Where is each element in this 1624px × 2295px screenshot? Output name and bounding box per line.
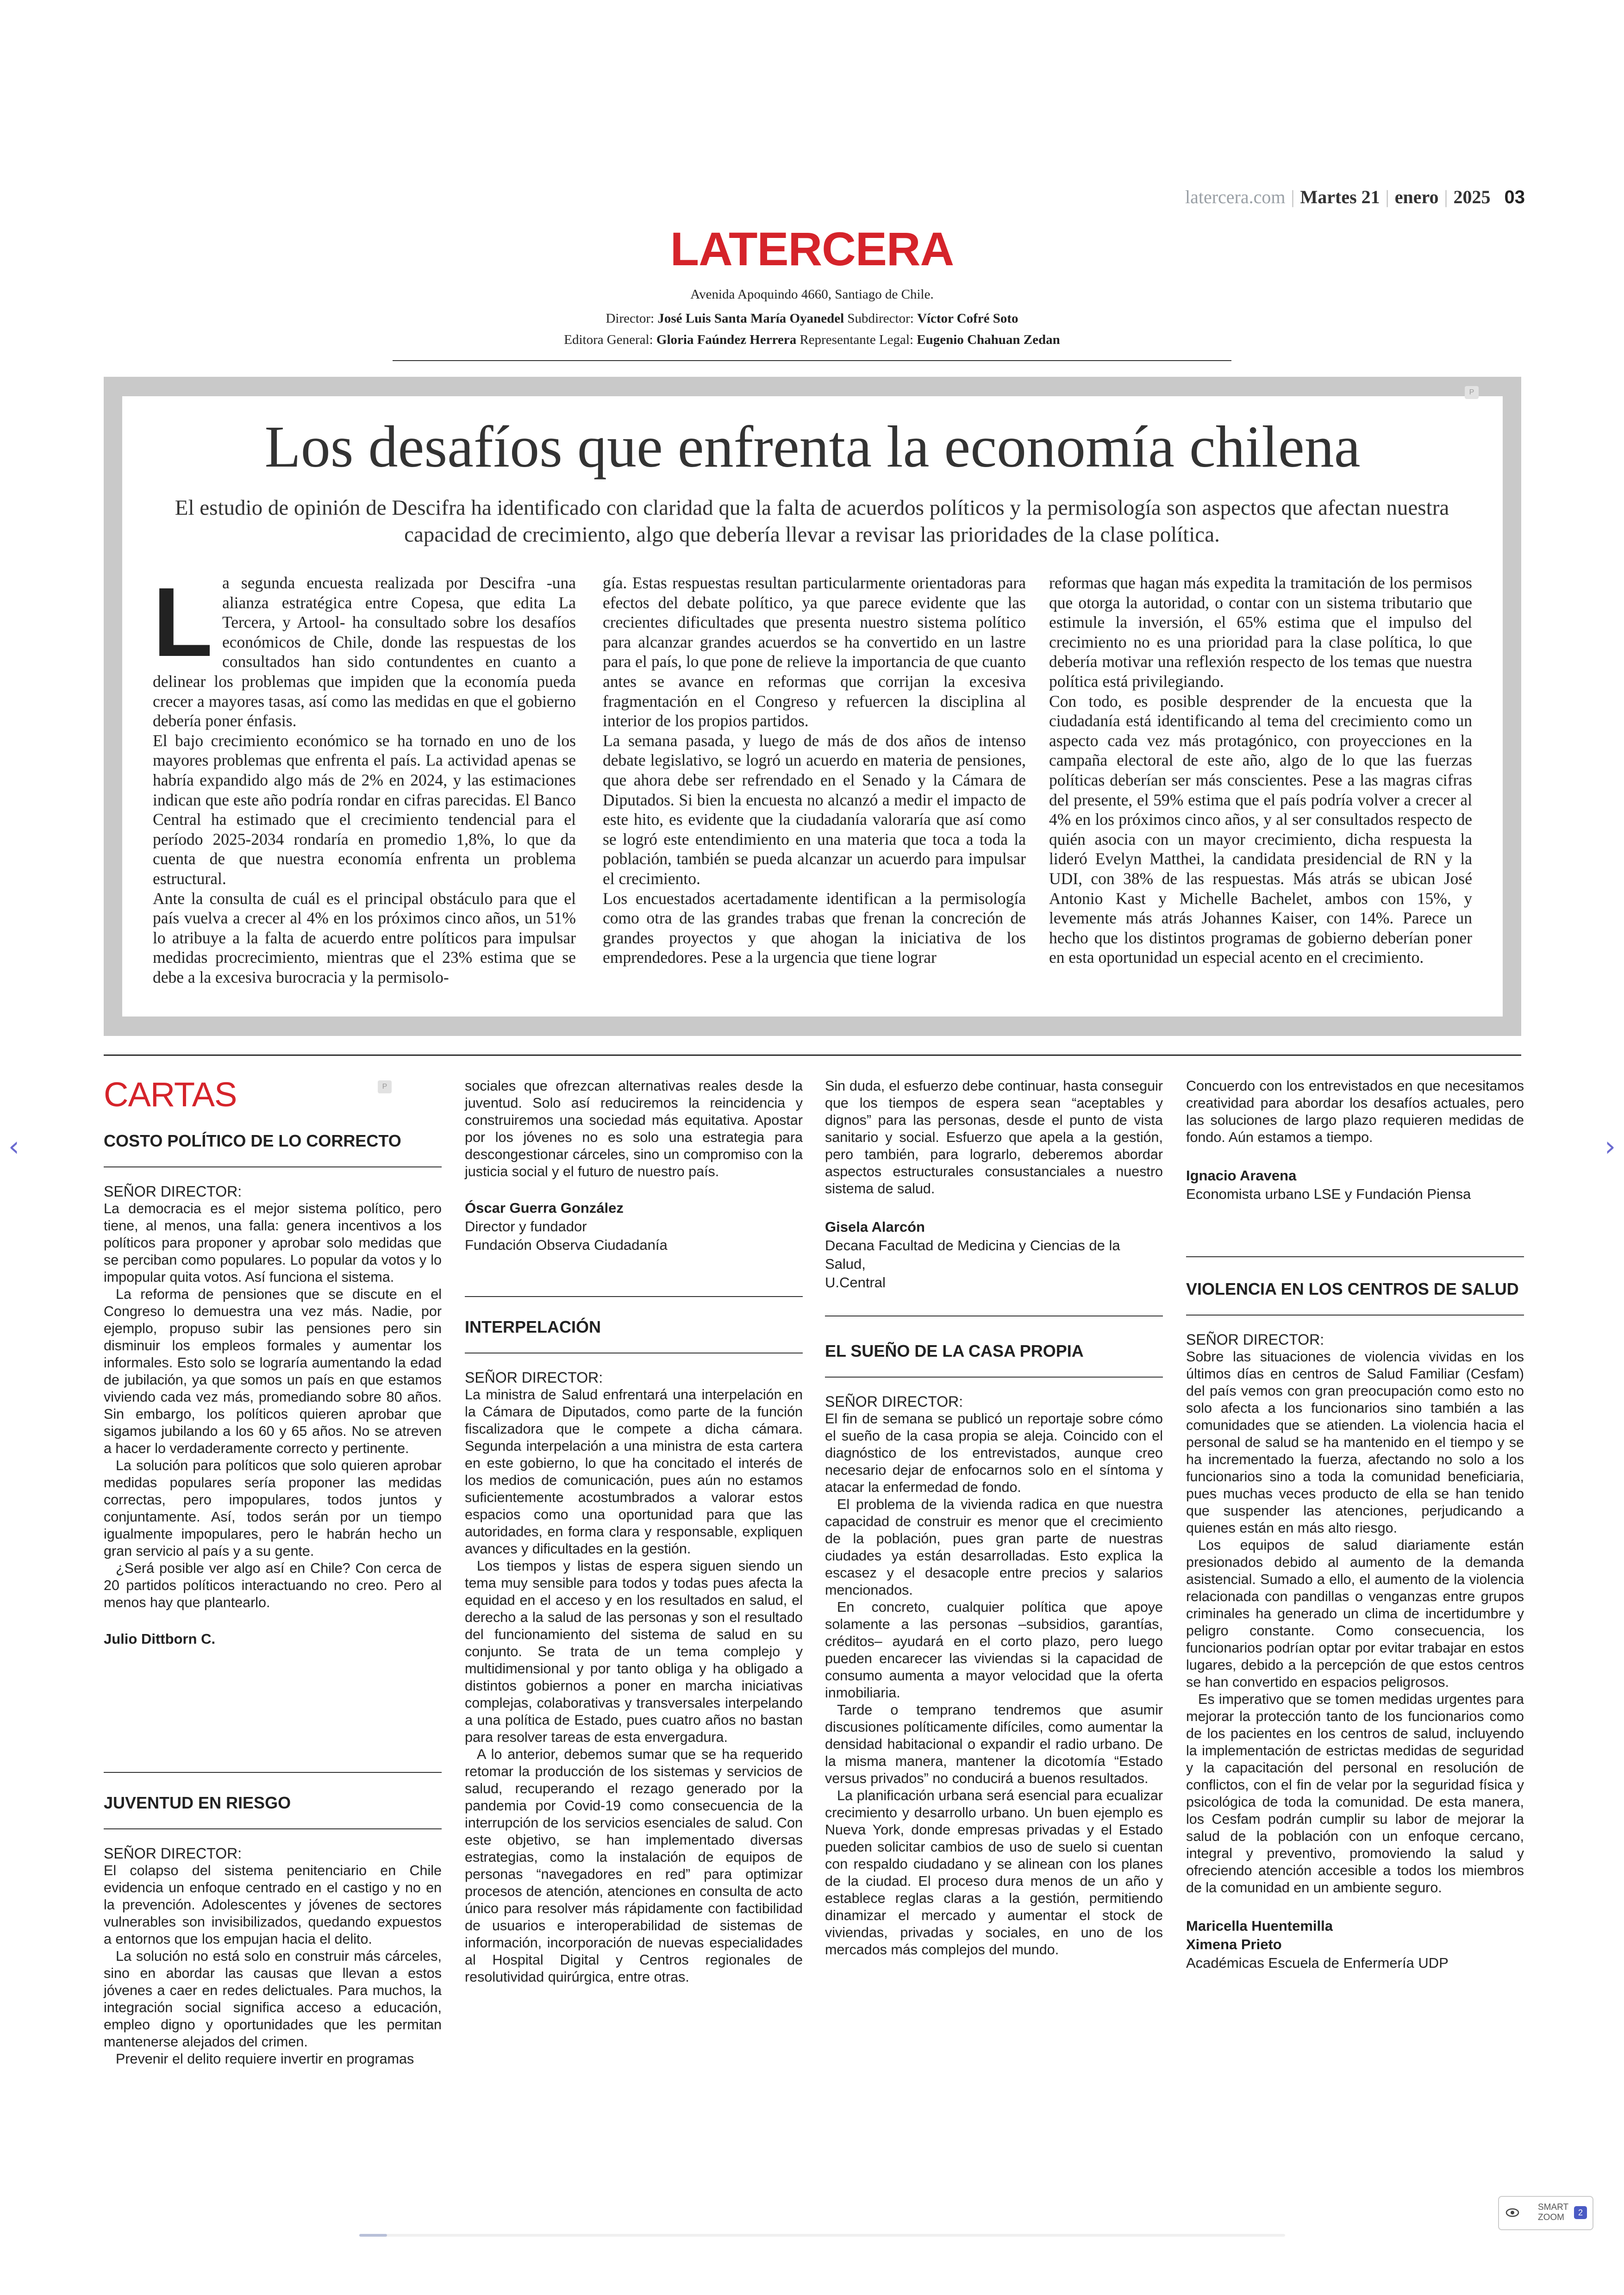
letter-divider <box>1186 1256 1524 1257</box>
editors-line <box>0 332 1624 348</box>
editorial-column-3: reformas que hagan más expedita la tramitación de los permisos que otorga la autoridad, o contar con un sistema tributario que estimule la inversión, el 65% estima que el impulso del crecimiento no es una prioridad para la clase política, lo que debería motivar una reflexión respecto de los temas que nuestra política está privilegiando. Con todo, es posible desprender de la encuesta que la ciudadanía está identificando al tema del crecimiento como un aspecto cada vez más protagónico, con proyecciones en la campaña electoral de este año, algo de lo que las fuerzas políticas deberían ser más conscientes. Pese a las magras cifras del presente, el 59% estima que el país podría volver a crecer al 4% en los próximos cinco años, y al ser consultados respecto de quién asocia con un mayor crecimiento, dicha respuesta la lideró Evelyn Matthei, la candidata presidencial de RN y la UDI, con 38% de las respuestas. Más atrás se ubican José Antonio Kast y Michelle Bachelet, ambos con 15%, y levemente más atrás Johannes Kaiser, con 14%. Parece un hecho que los distintos programas de gobierno deberían poner en esta oportunidad un especial acento en el crecimiento. <box>1049 574 1472 967</box>
headline-rule <box>1186 1315 1524 1316</box>
signer-name: Óscar Guerra González <box>465 1200 624 1216</box>
editora-label: Editora General: <box>564 332 653 347</box>
chevron-left-icon: ‹ <box>8 1130 19 1163</box>
letter-headline: VIOLENCIA EN LOS CENTROS DE SALUD <box>1186 1279 1519 1298</box>
zoom-count-badge: 2 <box>1574 2206 1587 2219</box>
letter-costo-politico <box>104 1131 442 1648</box>
salutation: SEÑOR DIRECTOR: <box>465 1369 603 1386</box>
letter-paragraph: Sin duda, el esfuerzo debe continuar, hasta conseguir que los tiempos de espera sean “aceptables y dignos” para las personas, desde el punto de vista sanitario y social. Esfuerzo que apela a la gestión, pero también, para lograrlo, deberemos abordar aspectos estructurales consustanciales a nuestro sistema de salud. <box>825 1078 1163 1197</box>
rep-label: Representante Legal: <box>800 332 914 347</box>
letter-divider <box>104 1772 442 1773</box>
letter-interpelacion <box>465 1317 803 1986</box>
address: Avenida Apoquindo 4660, Santiago de Chile. <box>690 287 934 302</box>
salutation: SEÑOR DIRECTOR: <box>104 1845 242 1862</box>
letter-paragraph: El fin de semana se publicó un reportaje sobre cómo el sueño de la casa propia se aleja. Coincido con el diagnóstico de los entrevistados, aunque creo necesario dejar de enfocarnos solo en el síntoma y atacar la enfermedad de fondo. <box>825 1411 1163 1495</box>
signer-name: Maricella Huentemilla <box>1186 1918 1333 1934</box>
letter-body <box>825 1078 1163 1197</box>
salutation: SEÑOR DIRECTOR: <box>104 1183 242 1200</box>
letter-paragraph: ¿Será posible ver algo así en Chile? Con cerca de 20 partidos políticos interactuando no creo. Pero al menos hay que plantearlo. <box>104 1560 442 1610</box>
smart-zoom-label <box>1538 2202 1568 2223</box>
signature <box>465 1199 803 1254</box>
signature <box>104 1630 442 1648</box>
newspaper-logo: LATERCERA <box>670 223 954 275</box>
signature <box>1186 1166 1524 1204</box>
rep-name: Eugenio Chahuan Zedan <box>917 332 1060 347</box>
editorial-col1-text: a segunda encuesta realizada por Descifra -una alianza estratégica entre Copesa, que edita La Tercera, y Artool- ha consultado sobre los desafíos económicos de Chile, donde las respuestas de los consultados han sido contundentes en cuanto a delinear los problemas que impiden que la economía pueda crecer a mayores tasas, así como las medidas en que el gobierno debería poner énfasis. El bajo crecimiento económico se ha tornado en uno de los mayores problemas que enfrenta el país. La actividad apenas se habría expandido algo más de 2% en 2024, y las estimaciones indican que este año podría rondar en cifras parecidas. El Banco Central ha estimado que el crecimiento tendencial para el período 2025-2034 rondaría en promedio 1,8%, lo que da cuenta de que nuestra economía enfrenta un problema estructural. Ante la consulta de cuál es el principal obstáculo para que el país vuelva a crecer al 4% en los próximos cinco años, un 51% lo atribuye a la falta de acuerdo entre políticos para impulsar medidas procrecimiento, mientras que el 23% estima que se debe a la excesiva burocracia y la permisolo- <box>153 574 576 986</box>
signer-org: Fundación Observa Ciudadanía <box>465 1237 668 1253</box>
year: 2025 <box>1453 187 1491 207</box>
letter-paragraph: Sobre las situaciones de violencia vividas en los últimos días en centros de Salud Familiar (Cesfam) del país vemos con gran preocupación como esto no solo afecta a los funcionarios sino también a las comunidades que se atienden. La violencia hacia el personal de salud se ha mantenido en el tiempo y se ha incrementado la fuerza, afectando no solo a los funcionarios sino a toda la comunidad beneficiaria, pues muchas veces producto de ella se han tenido que suspender las atenciones, perjudicando a quienes están en más alto riesgo. <box>1186 1349 1524 1536</box>
smart-zoom-label-line2: ZOOM <box>1538 2213 1564 2222</box>
letter-paragraph: Los equipos de salud diariamente están presionados debido al aumento de la demanda asistencial. Sumado a ello, el aumento de la violencia relacionada con pandillas o venganzas entre grupos criminales ha generado un clima de incertidumbre y peligro constante. Como consecuencia, los funcionarios podrían optar por evitar trabajar en estos lugares, debido a la percepción de que estos centros se han convertido en espacios peligrosos. <box>1186 1537 1524 1690</box>
letter-paragraph: La ministra de Salud enfrentará una interpelación en la Cámara de Diputados, como parte de la función fiscalizadora que le compete a dicha cámara. Segunda interpelación a una ministra de esta cartera en este gobierno, lo que ha concitado el interés de los medios de comunicación, pues aún no estamos suficientemente acostumbrados a valorar estos espacios como una oportunidad para que las autoridades, en forma clara y responsable, expliquen avances y dificultades en la gestión. <box>465 1387 803 1557</box>
letter-paragraph: El colapso del sistema penitenciario en Chile evidencia un enfoque centrado en el castigo y no en la prevención. Adolescentes y jóvenes de sectores vulnerables son invisibilizados, quedando expuestos a entornos que los empujan hacia el delito. <box>104 1863 442 1947</box>
letter-juventud <box>104 1793 442 2068</box>
letter-body <box>465 1386 803 1986</box>
letter-paragraph: La democracia es el mejor sistema político, pero tiene, al menos, una falla: genera incentivos a los políticos para proponer y aprobar solo medidas que se perciban como populares. Lo popular da votos y lo impopular quita votos. Así funciona el sistema. <box>104 1201 442 1285</box>
letter-paragraph: La solución para políticos que solo quieren aprobar medidas populares sería proponer las medidas correctas, pero impopulares, todos juntos y conjuntamente. Así, todos serán por un tiempo igualmente impopulares, pero le habrán hecho un gran servicio al país y a su gente. <box>104 1458 442 1559</box>
chevron-right-icon: › <box>1605 1130 1616 1163</box>
letter-paragraph: Tarde o temprano tendremos que asumir discusiones políticamente difíciles, como aumentar la densidad habitacional o expandir el radio urbano. De la misma manera, mantener la dicotomía “Estado versus privados” no conducirá a buenos resultados. <box>825 1702 1163 1786</box>
editorial-column-1 <box>153 567 576 987</box>
letter-paragraph: La reforma de pensiones que se discute en el Congreso lo demuestra una vez más. Nadie, por ejemplo, propuso subir las pensiones pero sin disminuir los empleos formales y aumentar los informales. Esto solo se lograría aumentando la edad de jubilación, ya que somos un país en que estamos viviendo cada vez más, promediando sobre 80 años. Sin embargo, los políticos quieren aprobar que sigamos jubilando a los 60 y 65 años. No se atreven a hacer lo verdaderamente correcto y pertinente. <box>104 1286 442 1456</box>
signer-name: Ignacio Aravena <box>1186 1167 1297 1184</box>
letter-paragraph: Es imperativo que se tomen medidas urgentes para mejorar la protección tanto de los funcionarios como de los pacientes en los centros de salud, incluyendo la implementación de estrictas medidas de seguridad y la capacitación del personal en resolución de conflictos, con el fin de velar por la seguridad física y psicológica de toda la comunidad. De esta manera, los Cesfam podrán cumplir su labor de mejorar la salud de la población con un enfoque cercano, integral y preventivo, promoviendo la salud y ofreciendo atención accesible a todos los miembros de la comunidad en un ambiente seguro. <box>1186 1691 1524 1896</box>
letter-casa-propia-continued <box>1186 1078 1524 1204</box>
signer-name: Gisela Alarcón <box>825 1219 925 1235</box>
letter-paragraph: A lo anterior, debemos sumar que se ha requerido retomar la producción de los sistemas y servicios de salud, recuperando el rezago generado por la pandemia por Covid-19 como consecuencia de la interrupción de los servicios esenciales de salud. Con este objetivo, se han implementado diversas estrategias, como la instalación de equipos de personas “navegadores en red” para optimizar procesos de atención, atenciones en consulta de acto único para resolver más rápidamente con factibilidad de usuarios e interoperabilidad de sistemas de información, incorporación de nuevas especialidades al Hospital Digital y Centros regionales de resolutividad quirúrgica, entre otras. <box>465 1746 803 1985</box>
editorial-lead: El estudio de opinión de Descifra ha identificado con claridad que la falta de acuerdos políticos y la permisología son aspectos que afectan nuestra capacidad de crecimiento, algo que debería llevar a revisar las prioridades de la clase política. <box>175 496 1449 547</box>
cartas-section-title: CARTAS <box>104 1075 237 1114</box>
letter-body <box>465 1078 803 1180</box>
letter-headline: EL SUEÑO DE LA CASA PROPIA <box>825 1341 1084 1360</box>
letter-body <box>1186 1348 1524 1896</box>
director-name: José Luis Santa María Oyanedel <box>657 311 844 326</box>
editorial-title: Los desafíos que enfrenta la economía chilena <box>264 414 1361 480</box>
section-rule <box>104 1054 1521 1056</box>
signer-role: Académicas Escuela de Enfermería UDP <box>1186 1955 1449 1971</box>
letter-body <box>104 1862 442 2068</box>
date-line: latercera.com | Martes 21 | enero | 2025 03 <box>1185 187 1525 207</box>
letter-headline: COSTO POLÍTICO DE LO CORRECTO <box>104 1131 401 1150</box>
letter-paragraph: La planificación urbana será esencial para ecualizar crecimiento y desarrollo urbano. Un buen ejemplo es Nueva York, donde empresas privadas y el Estado pueden solicitar cambios de uso de suelo si cuentan con respaldo ciudadano y se alinean con los planes de la ciudad. El proceso dura menos de un año y establece reglas claras a la gestión, permitiendo dinamizar el mercado y aumentar el stock de viviendas, privadas y sociales, en uno de los mercados más complejos del mundo. <box>825 1788 1163 1958</box>
letter-violencia <box>1186 1279 1524 1972</box>
letter-paragraph: Concuerdo con los entrevistados en que necesitamos creatividad para abordar los desafíos actuales, pero las soluciones de largo plazo requieren medidas de fondo. Aún estamos a tiempo. <box>1186 1078 1524 1145</box>
headline-rule <box>825 1377 1163 1378</box>
reading-progress-thumb[interactable] <box>359 2234 387 2237</box>
headline-rule <box>104 1828 442 1829</box>
signer-org: U.Central <box>825 1274 886 1291</box>
salutation: SEÑOR DIRECTOR: <box>825 1393 963 1410</box>
letter-paragraph: sociales que ofrezcan alternativas reales desde la juventud. Solo así reduciremos la reincidencia y construiremos una sociedad más equitativa. Apostar por los jóvenes no es solo una estrategia para descongestionar cárceles, sino un compromiso con la justicia social y el futuro de nuestro país. <box>465 1078 803 1179</box>
director-label: Director: <box>606 311 655 326</box>
letter-paragraph: Los tiempos y listas de espera siguen siendo un tema muy sensible para todos y todas pues afecta la equidad en el acceso y en los resultados en salud, el derecho a la salud de las personas y son el resultado del funcionamiento del sistema de salud en su conjunto. Se trata de un tema complejo y multidimensional y por tanto obliga y ha obligado a distintos gobiernos a poner en marcha iniciativas complejas, colaborativas y transversales interpelando a una política de Estado, pues cuatro años no bastan para resolver tareas de esta envergadura. <box>465 1558 803 1745</box>
editorial-column-2: gía. Estas respuestas resultan particularmente orientadoras para efectos del debate político, ya que parece evidente que las crecientes dificultades que presenta nuestro sistema político para alcanzar grandes acuerdos se ha convertido en un lastre para el país, lo que pone de relieve la importancia de que cuanto antes se avance en reformas que corrijan la excesiva fragmentación en el Congreso y refuercen la disciplina al interior de los propios partidos. La semana pasada, y luego de más de dos años de intenso debate legislativo, se logró un acuerdo en materia de pensiones, que ahora debe ser refrendado en el Senado y la Cámara de Diputados. Si bien la encuesta no alcanzó a medir el impacto de este hito, es evidente que la ciudadanía valoraría que así como se logró este entendimiento en una materia que toca a toda la población, también se pueda alcanzar un acuerdo para impulsar el crecimiento. Los encuestados acertadamente identifican a la permisología como otra de las grandes trabas que frenan la concreción de grandes proyectos y que ahogan la iniciativa de los emprendedores. Pese a la urgencia que tiene lograr <box>603 574 1026 967</box>
signer-role: Economista urbano LSE y Fundación Piensa <box>1186 1186 1471 1202</box>
signer-role: Decana Facultad de Medicina y Ciencias de la Salud, <box>825 1237 1120 1272</box>
weekday: Martes 21 <box>1300 187 1380 207</box>
salutation: SEÑOR DIRECTOR: <box>1186 1331 1324 1348</box>
signature <box>825 1218 1163 1292</box>
signer-role: Director y fundador <box>465 1218 587 1235</box>
directors-line <box>0 311 1624 326</box>
subdirector-label: Subdirector: <box>847 311 914 326</box>
letter-paragraph: En concreto, cualquier política que apoye solamente a las personas –subsidios, garantías, créditos– ayudará en el corto plazo, pero luego pueden encarecer las viviendas si la capacidad de consumo aumenta a mayor velocidad que la oferta inmobiliaria. <box>825 1599 1163 1701</box>
letter-body <box>1186 1078 1524 1146</box>
letter-headline: INTERPELACIÓN <box>465 1317 601 1336</box>
letter-divider <box>465 1296 803 1297</box>
signature <box>1186 1917 1524 1972</box>
subdirector-name: Víctor Cofré Soto <box>917 311 1018 326</box>
letter-casa-propia <box>825 1341 1163 1958</box>
signer-name: Julio Dittborn C. <box>104 1631 216 1647</box>
next-page-button[interactable] <box>1605 1130 1616 1163</box>
month: enero <box>1394 187 1439 207</box>
letter-paragraph: Prevenir el delito requiere invertir en programas <box>116 2051 414 2067</box>
letter-body <box>825 1410 1163 1958</box>
letter-juventud-continued <box>465 1078 803 1254</box>
letter-paragraph: El problema de la vivienda radica en que nuestra capacidad de construir es menor que el crecimiento de la población, pues gran parte de nuestras ciudades ya están desarrolladas. Esto explica la escasez y el desacople entre precios y salarios mencionados. <box>825 1497 1163 1598</box>
ad-marker-icon: P <box>1465 386 1479 399</box>
letter-interpelacion-continued <box>825 1078 1163 1292</box>
headline-rule <box>104 1166 442 1167</box>
editora-name: Gloria Faúndez Herrera <box>656 332 797 347</box>
signer-name: Ximena Prieto <box>1186 1936 1282 1952</box>
prev-page-button[interactable] <box>8 1130 19 1163</box>
dropcap: L <box>153 567 213 677</box>
site-name[interactable]: latercera.com <box>1185 187 1286 207</box>
reading-progress-track[interactable] <box>359 2234 1285 2237</box>
smart-zoom-label-line1: SMART <box>1538 2202 1569 2212</box>
ad-marker-icon: P <box>378 1080 392 1093</box>
smart-zoom-button[interactable] <box>1498 2196 1593 2230</box>
page-number: 03 <box>1504 187 1525 207</box>
masthead-rule <box>393 360 1231 361</box>
letter-paragraph: La solución no está solo en construir más cárceles, sino en abordar las causas que llevan a estos jóvenes a caer en redes delictuales. Para muchos, la integración social significa acceso a educación, empleo digno y oportunidades que les permitan mantenerse alejados del crimen. <box>104 1948 442 2050</box>
letter-headline: JUVENTUD EN RIESGO <box>104 1793 291 1812</box>
letter-body <box>104 1200 442 1611</box>
eye-icon <box>1505 2208 1519 2217</box>
